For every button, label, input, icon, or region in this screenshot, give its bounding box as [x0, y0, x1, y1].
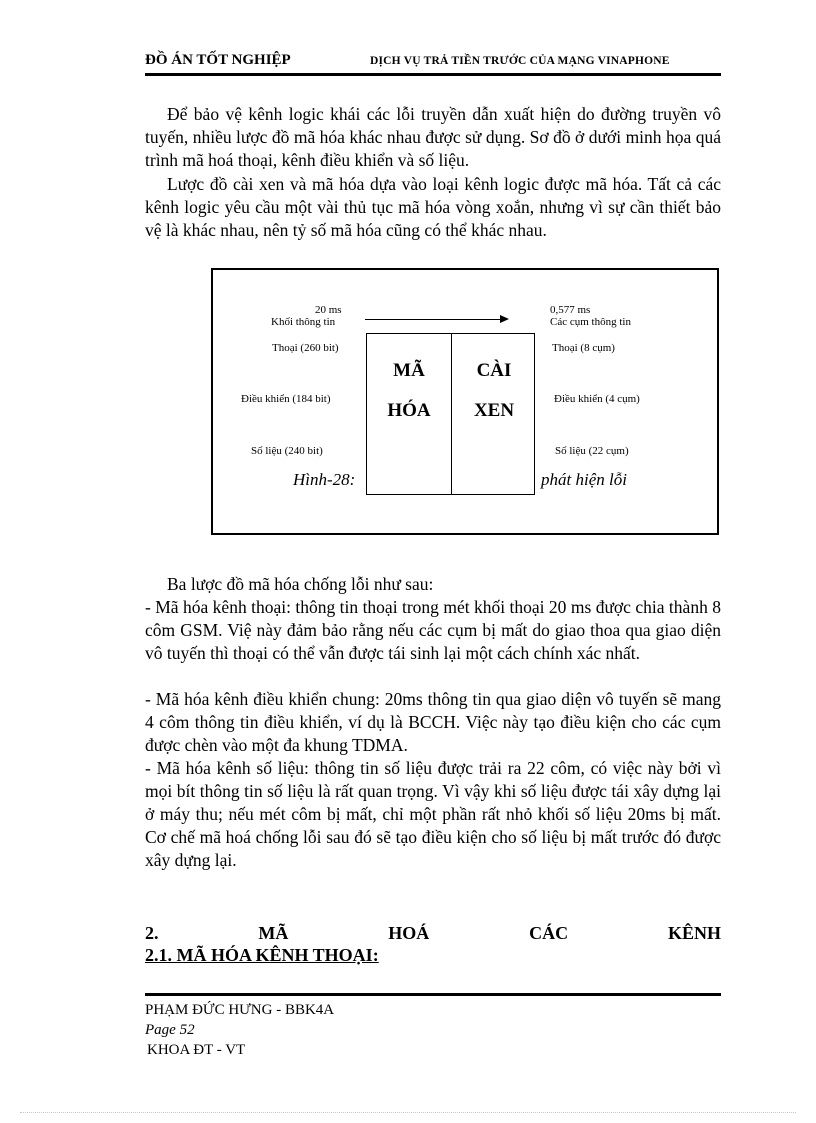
list-lead: Ba lược đồ mã hóa chống lỗi như sau:	[167, 574, 434, 594]
header-subtitle: DỊCH VỤ TRẢ TIỀN TRƯỚC CỦA MẠNG VINAPHONE	[370, 55, 670, 67]
section-heading	[145, 923, 721, 944]
figure-output-data: Số liệu (22 cụm)	[555, 445, 629, 457]
section-word: HOÁ	[388, 923, 430, 943]
header-rule	[145, 73, 721, 76]
footer-department: KHOA ĐT - VT	[147, 1042, 246, 1058]
figure-caption-right: phát hiện lỗi	[541, 470, 627, 489]
footer-page-number: Page 52	[145, 1022, 195, 1038]
list-item: - Mã hóa kênh số liệu: thông tin số liệu được trải ra 22 côm, có việc này bởi vì mọi bít thông tin số liệu là rất quan trọng. Vì vậy khi số liệu được tái xây dựng lại ở máy thu; nếu mét côm bị mất, chỉ một phần rất nhỏ khối số liệu 20ms bị mất. Cơ chế mã hoá chống lỗi sau đó sẽ tạo điều kiện cho số liệu bị mất trước đó được xây dựng lại.	[145, 758, 721, 870]
figure-interleave-label-1: CÀI	[476, 360, 512, 381]
section-word: CÁC	[529, 923, 569, 943]
arrow-right-icon	[500, 315, 509, 323]
list-item: - Mã hóa kênh thoại: thông tin thoại trong mét khối thoại 20 ms được chia thành 8 côm GSM. Việ này đảm bảo rằng nếu các cụm bị mất do giao thoa qua giao diện vô tuyến thì thoại có thể vẫn được tái sinh lại một cách chính xác nhất.	[145, 597, 721, 663]
figure-output-control: Điều khiển (4 cụm)	[554, 393, 640, 405]
figure-output-voice: Thoại (8 cụm)	[552, 342, 615, 354]
figure-encode-label-2: HÓA	[387, 400, 431, 421]
figure-encode-label-1: MÃ	[393, 360, 425, 381]
figure-input-control: Điều khiển (184 bit)	[241, 393, 331, 405]
intro-paragraph-2: Lược đồ cài xen và mã hóa dựa vào loại kênh logic được mã hóa. Tất cả các kênh logic yêu cầu một vài thủ tục mã hóa vòng xoắn, nhưng vì sự cần thiết bảo vệ là khác nhau, nên tỷ số mã hóa cũng có thể khác nhau.	[145, 174, 721, 240]
section-word: KÊNH	[667, 923, 721, 943]
figure-arrow-line	[365, 319, 502, 320]
figure-caption-left: Hình-28:	[293, 470, 356, 489]
section-word: 2.	[145, 923, 159, 943]
footer-rule	[145, 993, 721, 996]
intro-paragraph-1: Để bảo vệ kênh logic khái các lỗi truyền dẫn xuất hiện do đường truyền vô tuyến, nhiều lược đồ mã hóa khác nhau được sử dụng. Sơ đồ ở dưới minh họa quá trình mã hoá thoại, kênh điều khiển và số liệu.	[145, 104, 721, 170]
footer-author: PHẠM ĐỨC HƯNG - BBK4A	[145, 1002, 335, 1018]
subsection-heading: 2.1. MÃ HÓA KÊNH THOẠI:	[145, 945, 379, 965]
figure-right-time: 0,577 ms	[550, 304, 591, 316]
list-item: - Mã hóa kênh điều khiển chung: 20ms thông tin qua giao diện vô tuyến sẽ mang 4 côm thông tin điều khiển, ví dụ là BCCH. Việc này tạo điều kiện cho các cụm được chèn vào một đa khung TDMA.	[145, 689, 721, 755]
header-title: ĐỒ ÁN TỐT NGHIỆP	[145, 52, 291, 68]
figure-left-label: Khối thông tin	[271, 316, 336, 328]
figure-input-data: Số liệu (240 bit)	[251, 445, 323, 457]
figure-input-voice: Thoại (260 bit)	[272, 342, 339, 354]
page-bottom-border	[20, 1112, 796, 1113]
section-word: MÃ	[258, 923, 289, 943]
figure-left-time: 20 ms	[315, 304, 342, 316]
figure-right-label: Các cụm thông tin	[550, 316, 631, 328]
figure-interleave-label-2: XEN	[473, 400, 515, 421]
